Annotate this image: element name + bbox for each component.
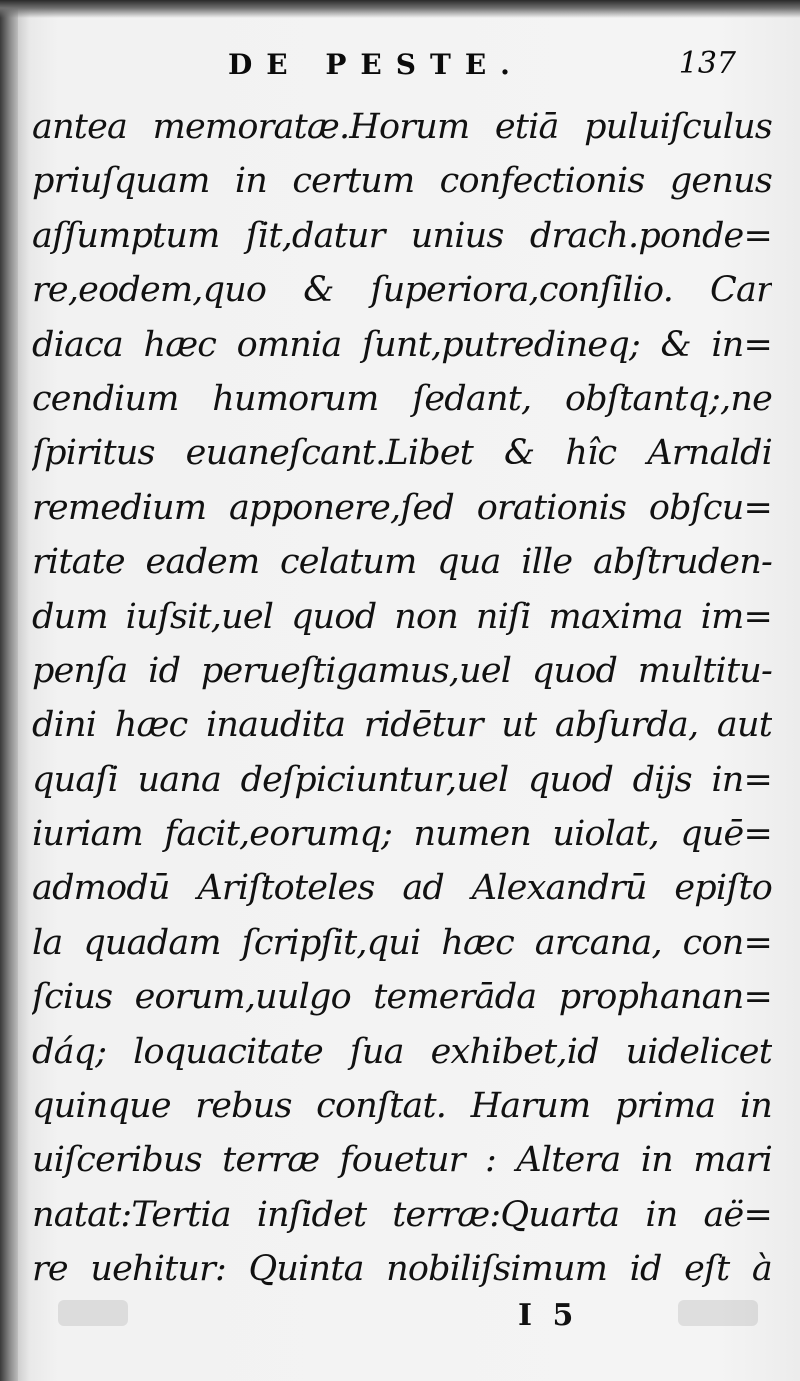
text-line: ſcius eorum,uulgo temerāda prophanan= [32, 977, 772, 1018]
text-line: iuriam facit,eorumq; numen uiolat, quē= [32, 814, 772, 855]
text-line: antea memoratæ.Horum etiā puluiſculus [32, 107, 772, 147]
top-edge-shadow [0, 0, 800, 18]
text-line: cendium humorum ſedant, obſtantq;,ne [32, 378, 772, 419]
gutter-shadow [0, 0, 18, 1381]
text-line: la quadam ſcripſit,qui hæc arcana, con= [32, 922, 772, 963]
text-line: uiſceribus terræ fouetur : Altera in mari [32, 1140, 772, 1181]
running-head: DE PESTE. [228, 48, 524, 81]
text-line: admodū Ariſtoteles ad Alexandrū epiſto [32, 868, 772, 909]
text-line: remedium apponere,ſed orationis obſcu= [32, 487, 772, 528]
book-page [18, 0, 800, 1381]
text-line: re,eodem,quo & ſuperiora,conſilio. Car [32, 270, 772, 311]
text-line: ritate eadem celatum qua ille abſtruden- [32, 542, 772, 583]
text-line: dini hæc inaudita ridētur ut abſurda, aut [32, 705, 772, 746]
page-header [18, 48, 800, 88]
text-line: aſſumptum ſit,datur unius drach.ponde= [32, 215, 772, 256]
text-line: quaſi uana deſpiciuntur,uel quod dijs in= [32, 759, 772, 800]
text-line: dáq; loquacitate ſua exhibet,id uidelicet [32, 1031, 772, 1072]
text-line: natat:Tertia inſidet terræ:Quarta in aë= [32, 1194, 772, 1235]
text-line: penſa id perueſtigamus,uel quod multitu- [32, 650, 772, 691]
page-footer [18, 1298, 800, 1338]
signature-mark: I 5 [518, 1298, 574, 1333]
text-line: re uehitur: Quinta nobiliſsimum id eſt à [32, 1249, 772, 1290]
text-line: ſpiritus euaneſcant.Libet & hîc Arnaldi [32, 433, 772, 474]
page-number: 137 [678, 46, 736, 81]
text-line: dum iuſsit,uel quod non niſi maxima im= [32, 596, 772, 637]
text-line: priuſquam in certum confectionis genus [32, 161, 772, 202]
text-line: quinque rebus conſtat. Harum prima in [32, 1086, 772, 1127]
body-text [32, 100, 772, 1297]
text-line: diaca hæc omnia ſunt,putredineq; & in= [32, 324, 772, 365]
